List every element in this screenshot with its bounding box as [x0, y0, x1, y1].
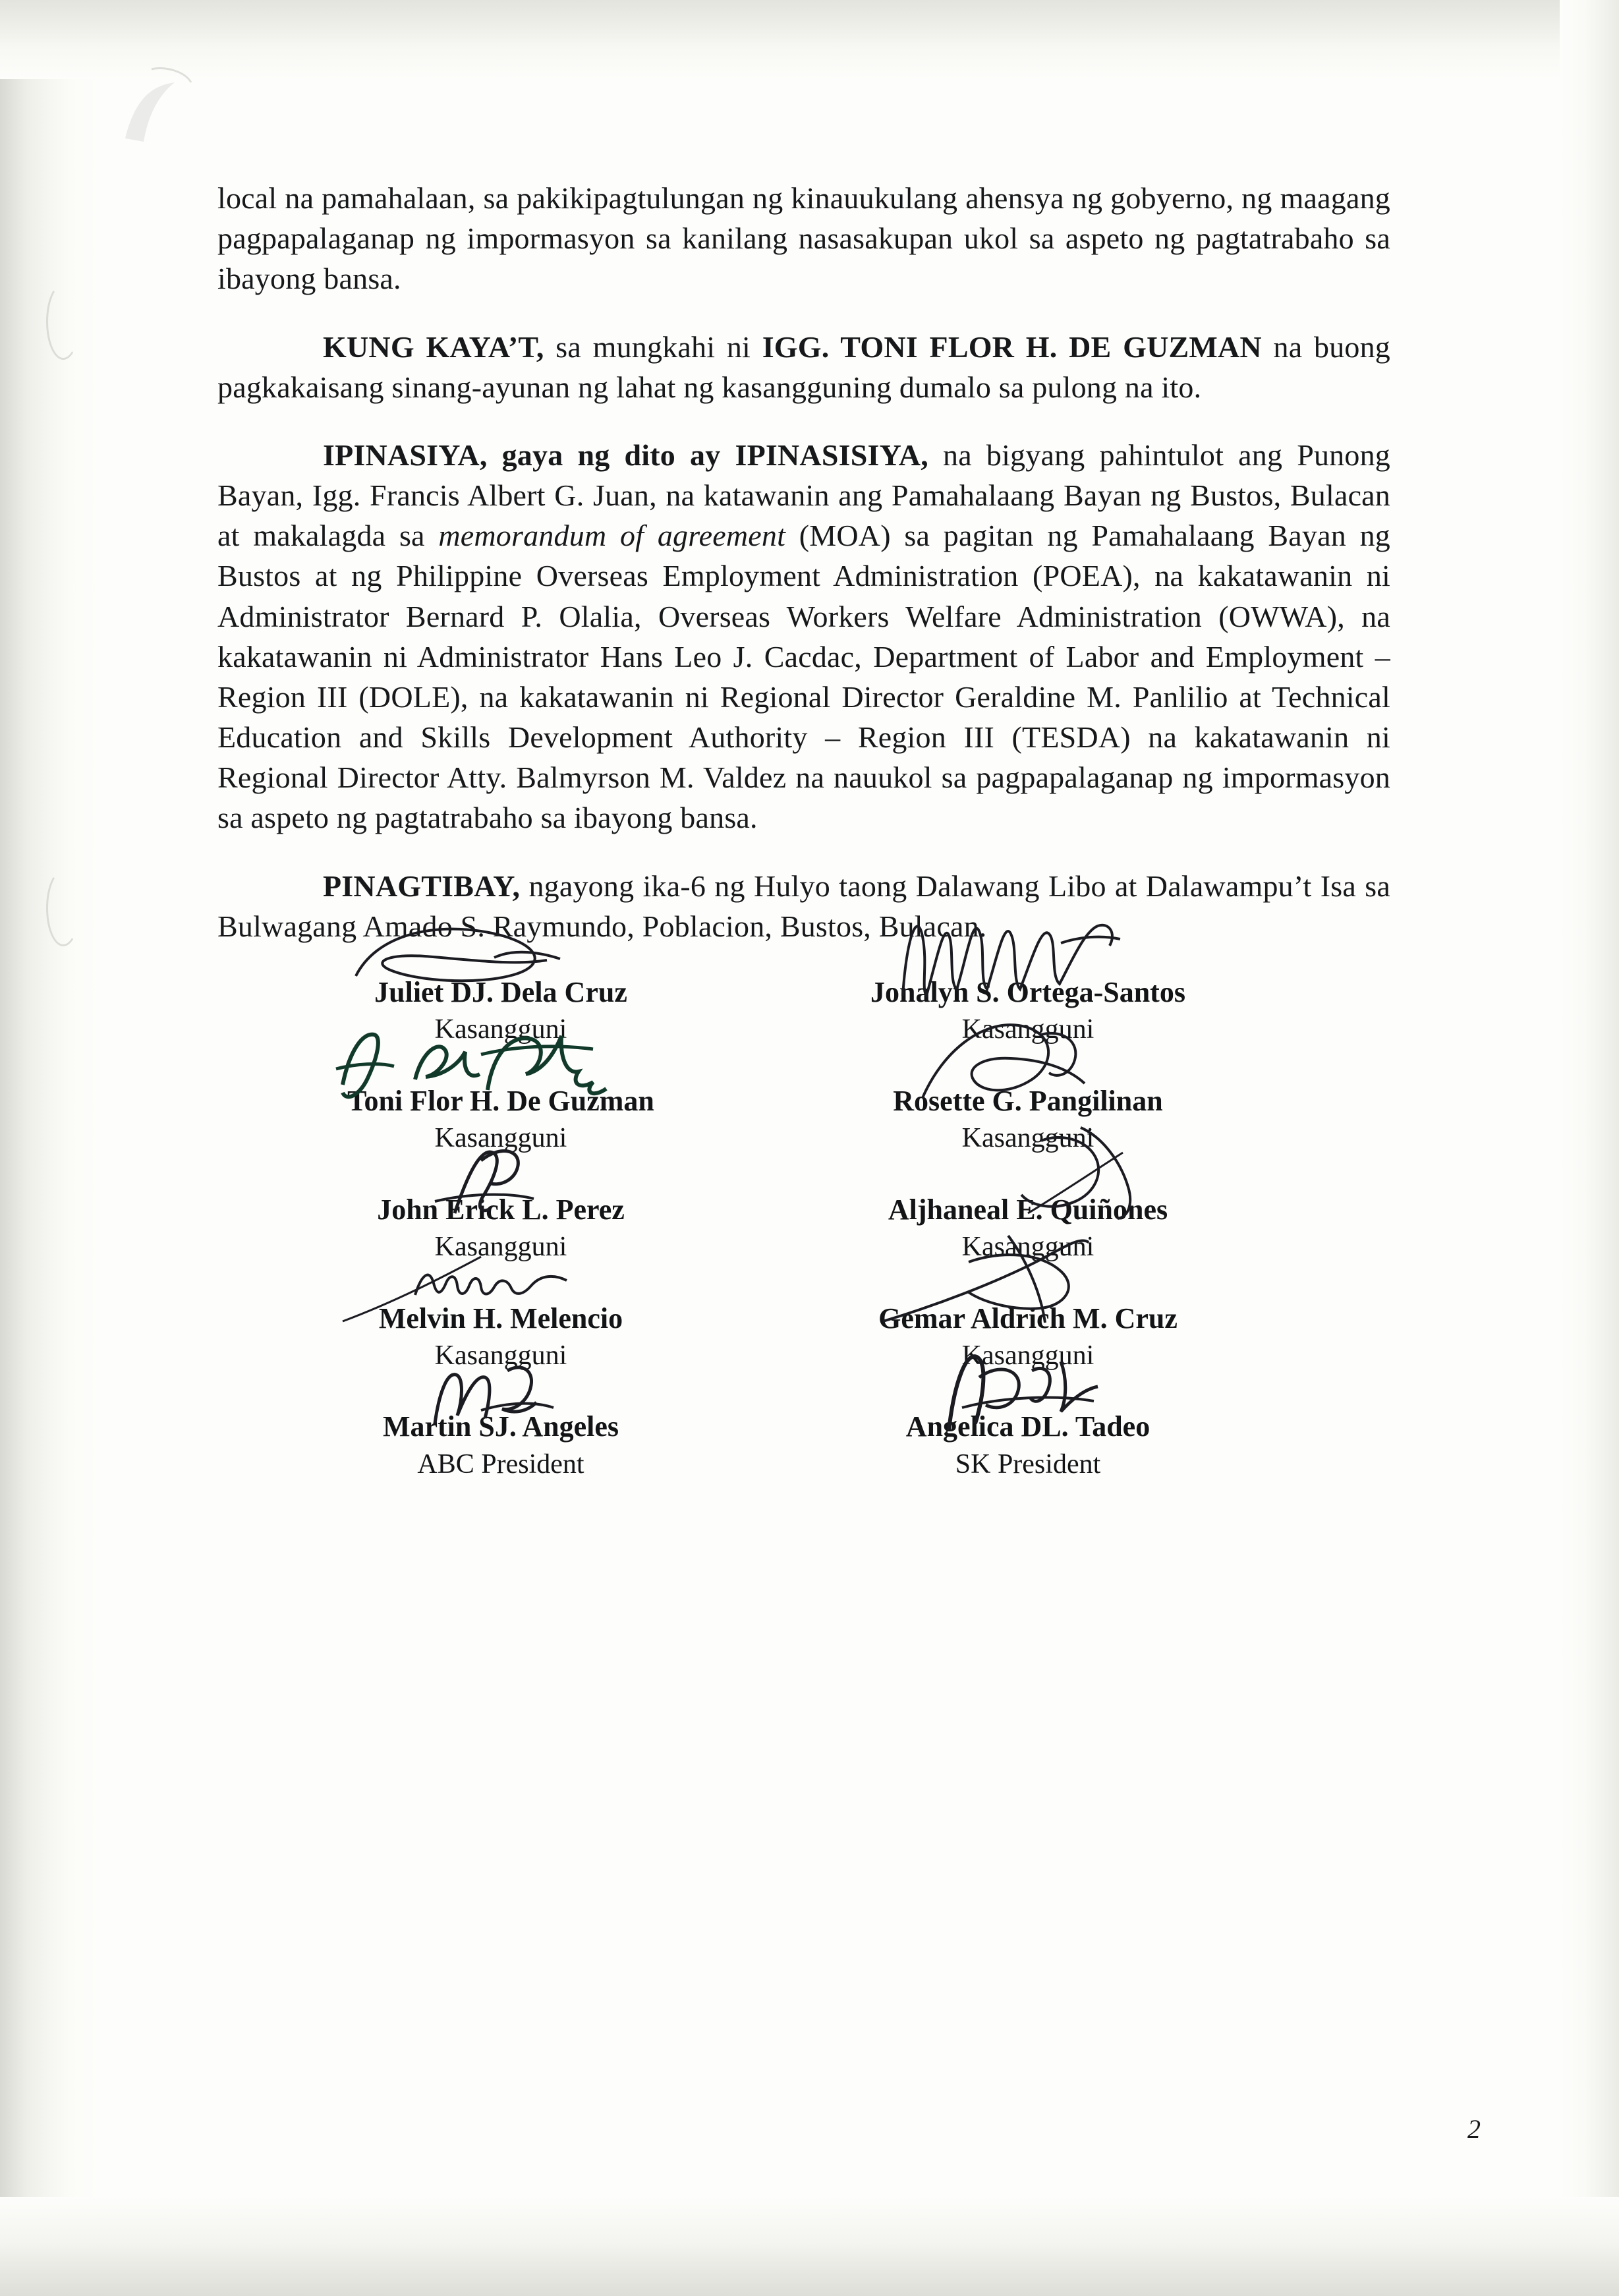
paragraph-2 — [217, 327, 1390, 407]
signatory-role: Kasangguni — [961, 1340, 1094, 1371]
signatory-entry — [257, 1085, 745, 1156]
scan-edge-right — [1560, 0, 1619, 2296]
signatory-name: Gemar Aldrich M. Cruz — [878, 1302, 1178, 1335]
signatory-role: Kasangguni — [434, 1014, 567, 1045]
paragraph-4-text: ngayong ika-6 ng Hulyo taong Dalawang Libo at Dalawampu’t Isa sa Bulwagang Amado S. Raymundo, Poblacion, Bustos, Bulacan. — [217, 869, 1390, 943]
signatory-name: Jonalyn S. Ortega-Santos — [870, 975, 1185, 1008]
signatory-role: Kasangguni — [961, 1014, 1094, 1045]
paragraph-2-text-b: na buong pagkakaisang sinang-ayunan ng lahat ng kasangguning dumalo sa pulong na ito. — [217, 330, 1390, 404]
signatory-name: Angelica DL. Tadeo — [905, 1410, 1150, 1443]
signatory-role: Kasangguni — [434, 1232, 567, 1263]
signatory-entry — [784, 1411, 1272, 1481]
signatory-name: Toni Flor H. De Guzman — [347, 1084, 654, 1117]
paragraph-2-lead: KUNG KAYA’T, — [323, 330, 544, 364]
paragraph-3-text-b: (MOA) sa pagitan ng Pamahalaang Bayan ng Bustos at ng Philippine Overseas Employment Administration (POEA), na kakatawanin ni Administrator Bernard P. Olalia, Overseas Workers Welfare Administration (OWWA), na kakatawanin ni Administrator Hans Leo J. Cacdac, Department of Labor and Employment – Region III (DOLE), na kakatawanin ni Regional Director Geraldine M. Panlilio at Technical Education and Skills Development Authority – Region III (TESDA) na kakatawanin ni Regional Director Atty. Balmyrson M. Valdez na nauukol sa pagpapalaganap ng impormasyon sa aspeto ng pagtatrabaho sa ibayong bansa. — [217, 519, 1390, 835]
binder-hole-mark-top — [46, 283, 80, 360]
page-number: 2 — [1467, 2114, 1481, 2144]
signatory-entry — [257, 1303, 745, 1373]
paragraph-3-text-a: na bigyang pahintulot ang Punong Bayan, Igg. Francis Albert G. Juan, na katawanin ang Pamahalaang Bayan ng Bustos, Bulacan at makalagda sa — [217, 438, 1390, 553]
paragraph-2-text-a: sa mungkahi ni — [544, 330, 762, 364]
signatory-role: SK President — [955, 1449, 1101, 1479]
signatory-role: Kasangguni — [961, 1123, 1094, 1154]
paragraph-4-lead: PINAGTIBAY, — [323, 869, 521, 903]
signatory-name: Aljhaneal E. Quiñones — [888, 1193, 1168, 1226]
signatory-entry — [257, 977, 745, 1047]
signatory-entry — [784, 1303, 1272, 1373]
scan-edge-top — [0, 0, 1619, 79]
signatory-entry — [784, 977, 1272, 1047]
signatory-name: Juliet DJ. Dela Cruz — [374, 975, 627, 1008]
paragraph-2-proponent-name: IGG. TONI FLOR H. DE GUZMAN — [762, 330, 1262, 364]
signatory-entry — [257, 1411, 745, 1481]
signature-column-left — [257, 977, 745, 1520]
scan-smudge-top-left — [112, 59, 224, 158]
signatory-name: Melvin H. Melencio — [378, 1302, 623, 1335]
signatory-role: ABC President — [417, 1449, 584, 1479]
paragraph-3-lead: IPINASIYA, gaya ng dito ay IPINASISIYA, — [323, 438, 928, 472]
signatory-entry — [784, 1085, 1272, 1156]
signatory-name: John Erick L. Perez — [377, 1193, 625, 1226]
scan-edge-bottom — [0, 2197, 1619, 2296]
signatory-role: Kasangguni — [434, 1123, 567, 1154]
signature-column-right — [784, 977, 1272, 1520]
signature-block — [217, 977, 1390, 1715]
paragraph-1 — [217, 178, 1390, 299]
signatory-name: Rosette G. Pangilinan — [893, 1084, 1163, 1117]
signatory-entry — [257, 1194, 745, 1265]
signatory-role: Kasangguni — [434, 1340, 567, 1371]
signatory-entry — [784, 1194, 1272, 1265]
binder-hole-mark-bottom — [46, 870, 80, 946]
paragraph-3 — [217, 435, 1390, 838]
paragraph-4 — [217, 866, 1390, 946]
paragraph-3-italic-term: memorandum of agreement — [438, 519, 786, 553]
scan-edge-left — [0, 0, 99, 2296]
signatory-role: Kasangguni — [961, 1232, 1094, 1263]
signatory-name: Martin SJ. Angeles — [382, 1410, 619, 1443]
document-body — [217, 178, 1390, 1715]
paragraph-1-text: local na pamahalaan, sa pakikipagtulungan ng kinauukulang ahensya ng gobyerno, ng maagang pagpapalaganap ng impormasyon sa kanilang nasasakupan ukol sa aspeto ng pagtatrabaho sa ibayong bansa. — [217, 181, 1390, 296]
